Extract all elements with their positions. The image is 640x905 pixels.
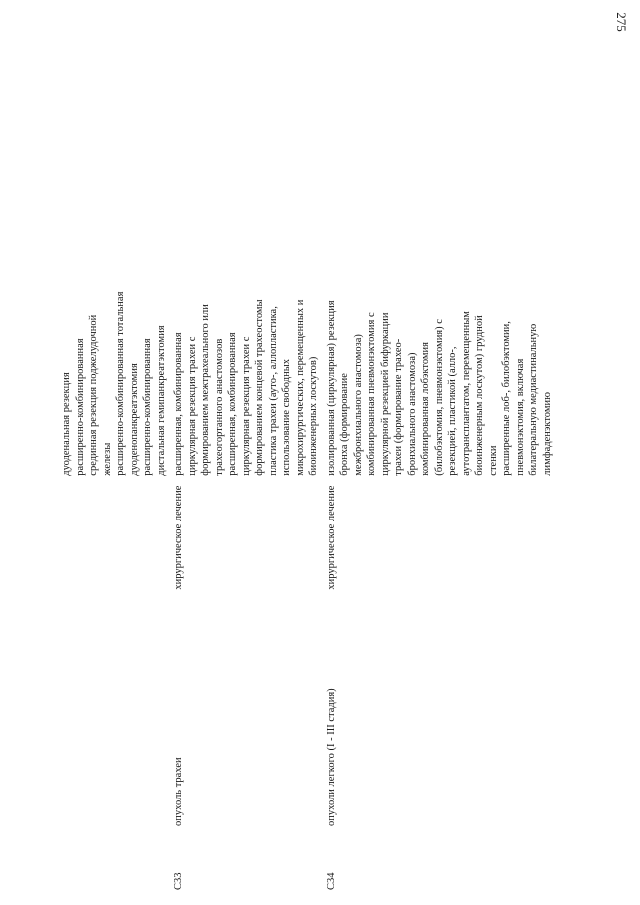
procedure-line: использование свободных xyxy=(281,358,292,476)
procedure-line: резекцией, пластикой (алло-, xyxy=(447,346,458,476)
procedure-line: (билобэктомия, пневмонэктомия) с xyxy=(433,319,445,476)
procedure-line: циркулярная резекция трахеи с xyxy=(186,336,198,476)
procedure-line: дуоденопанкреатэктомия xyxy=(128,363,140,476)
procedure-line: биоинженерных лоскутов) xyxy=(308,356,319,476)
procedure-line: срединная резекция поджелудочной xyxy=(88,314,99,476)
procedure-line: циркулярная резекция трахеи с xyxy=(240,336,252,476)
procedure-line: расширенно-комбинированная xyxy=(142,338,153,476)
procedures-table xyxy=(60,150,558,890)
procedure-line: пластика трахеи (ауто-, аллопластика, xyxy=(267,306,279,476)
procedure-line: биоинженерным лоскутом) грудной xyxy=(474,315,485,476)
diagnosis: опухоли легкого (I - III стадия) xyxy=(325,688,337,827)
procedure-line: микрохирургических, перемещенных и xyxy=(294,299,306,476)
icd-code: C34 xyxy=(325,872,337,890)
procedure-line: расширенная, комбинированная xyxy=(227,332,238,476)
procedure-line: бронха (формирование xyxy=(339,373,350,476)
procedure-line: расширенная, комбинированная xyxy=(173,332,184,476)
procedure-list xyxy=(172,150,325,476)
procedure-line: железы xyxy=(101,442,113,476)
icd-code: C33 xyxy=(173,872,184,890)
procedure-list xyxy=(325,150,559,476)
treatment-type: хирургическое лечение xyxy=(173,485,184,590)
table-row xyxy=(325,150,559,890)
procedure-line: изолированная (циркулярная) резекция xyxy=(325,300,337,476)
procedure-line: билатеральную медиастинальную xyxy=(528,323,539,476)
treatment-type: хирургическое лечение xyxy=(325,485,337,590)
procedure-line: трахеогортанного анастомозов xyxy=(213,338,225,476)
procedure-line: трахеи (формирование трахео- xyxy=(393,338,404,476)
procedure-line: дистальная гемипанкреатэктомия xyxy=(155,325,167,476)
procedure-line: расширенно-комбинированная xyxy=(74,338,86,476)
procedure-line: лимфаденэктомию xyxy=(541,392,553,476)
diagnosis: опухоль трахеи xyxy=(173,757,184,827)
procedure-line: бронхиального анастомоза) xyxy=(406,352,418,476)
document-body xyxy=(60,150,605,890)
procedure-line: аутотрансплантатом, перемещенным xyxy=(460,311,472,476)
procedure-line: комбинированная пневмонэктомия с xyxy=(366,312,377,476)
procedure-line: расширенные лоб-, билобэктомии, xyxy=(501,321,512,476)
procedure-line: комбинированная лобэктомия xyxy=(420,342,431,476)
procedure-line: дуоденальная резекция xyxy=(61,372,72,476)
procedure-line: формированием межтрахеального или xyxy=(200,304,211,476)
procedure-line: циркулярной резекцией бифуркации xyxy=(379,312,391,476)
procedure-line: пневмонэктомия, включая xyxy=(514,358,526,476)
procedure-line: расширенно-комбинированная тотальная xyxy=(115,291,126,476)
table-row xyxy=(172,150,325,890)
page-number: 275 xyxy=(613,12,629,32)
procedure-line: стенки xyxy=(487,445,499,476)
procedure-list xyxy=(60,150,172,476)
procedure-line: формированием концевой трахеостомы xyxy=(254,299,265,476)
table-row xyxy=(60,150,172,890)
procedure-line: межбронхиального анастомоза) xyxy=(352,334,364,476)
